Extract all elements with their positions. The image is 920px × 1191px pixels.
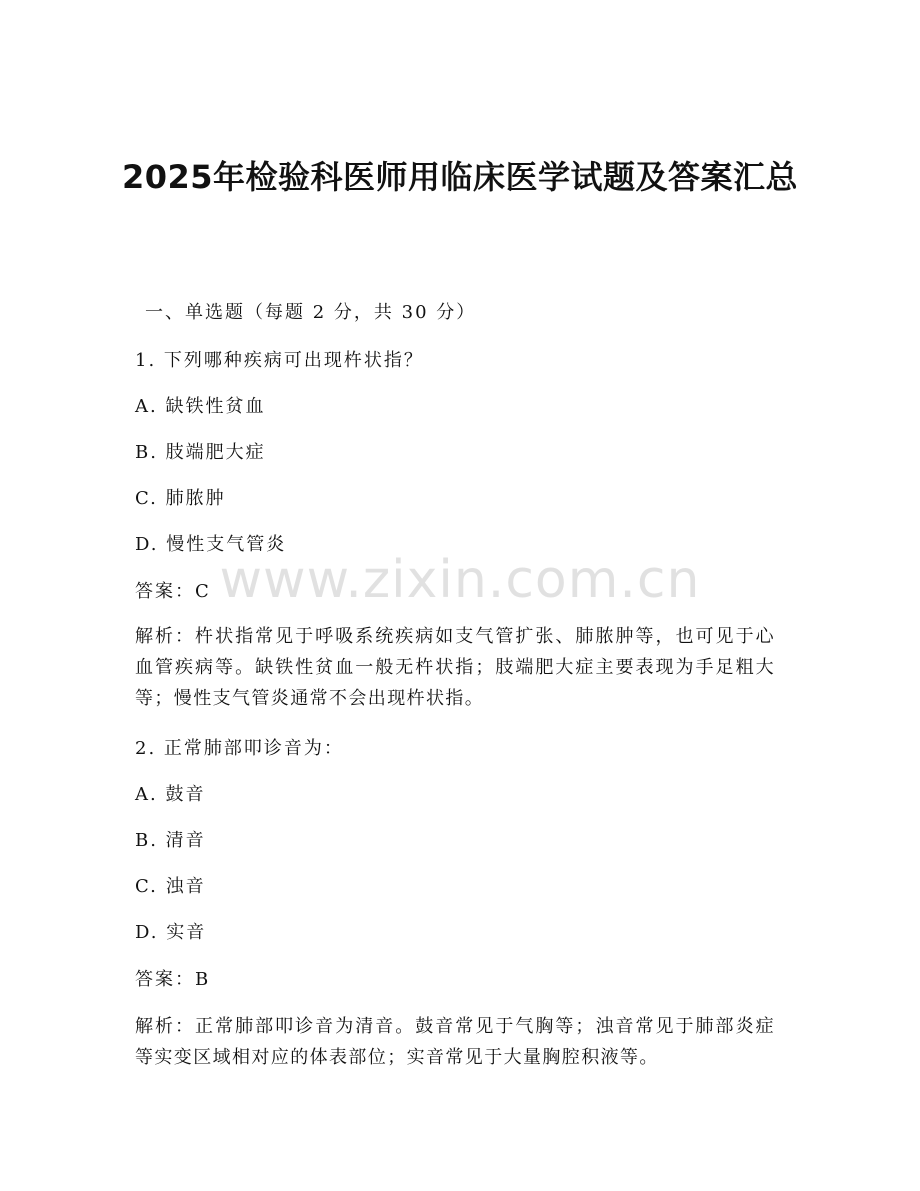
question-1-option-c: C. 肺脓肿 bbox=[135, 488, 226, 509]
question-1-option-a: A. 缺铁性贫血 bbox=[135, 396, 266, 417]
question-2-option-d: D. 实音 bbox=[135, 922, 207, 943]
question-1-option-d: D. 慢性支气管炎 bbox=[135, 534, 287, 555]
page-title: 2025年检验科医师用临床医学试题及答案汇总 bbox=[121, 158, 799, 196]
question-2-option-c: C. 浊音 bbox=[135, 876, 206, 897]
question-1-answer: 答案：C bbox=[135, 581, 211, 602]
question-1-explanation: 解析：杵状指常见于呼吸系统疾病如支气管扩张、肺脓肿等，也可见于心血管疾病等。缺铁性贫血一般无杵状指；肢端肥大症主要表现为手足粗大等；慢性支气管炎通常不会出现杵状指。 bbox=[135, 626, 775, 709]
question-2-answer: 答案：B bbox=[135, 969, 211, 990]
question-2-option-a: A. 鼓音 bbox=[135, 784, 206, 805]
question-2-explanation: 解析：正常肺部叩诊音为清音。鼓音常见于气胸等；浊音常见于肺部炎症等实变区域相对应的体表部位；实音常见于大量胸腔积液等。 bbox=[135, 1016, 775, 1068]
question-1-stem: 1. 下列哪种疾病可出现杵状指？ bbox=[135, 350, 424, 371]
question-2-option-b: B. 清音 bbox=[135, 830, 206, 851]
question-1-option-b: B. 肢端肥大症 bbox=[135, 442, 266, 463]
question-2-stem: 2. 正常肺部叩诊音为： bbox=[135, 738, 344, 759]
watermark: www.zixin.com.cn bbox=[219, 550, 701, 610]
section-heading: 一、单选题（每题 2 分，共 30 分） bbox=[145, 302, 477, 323]
